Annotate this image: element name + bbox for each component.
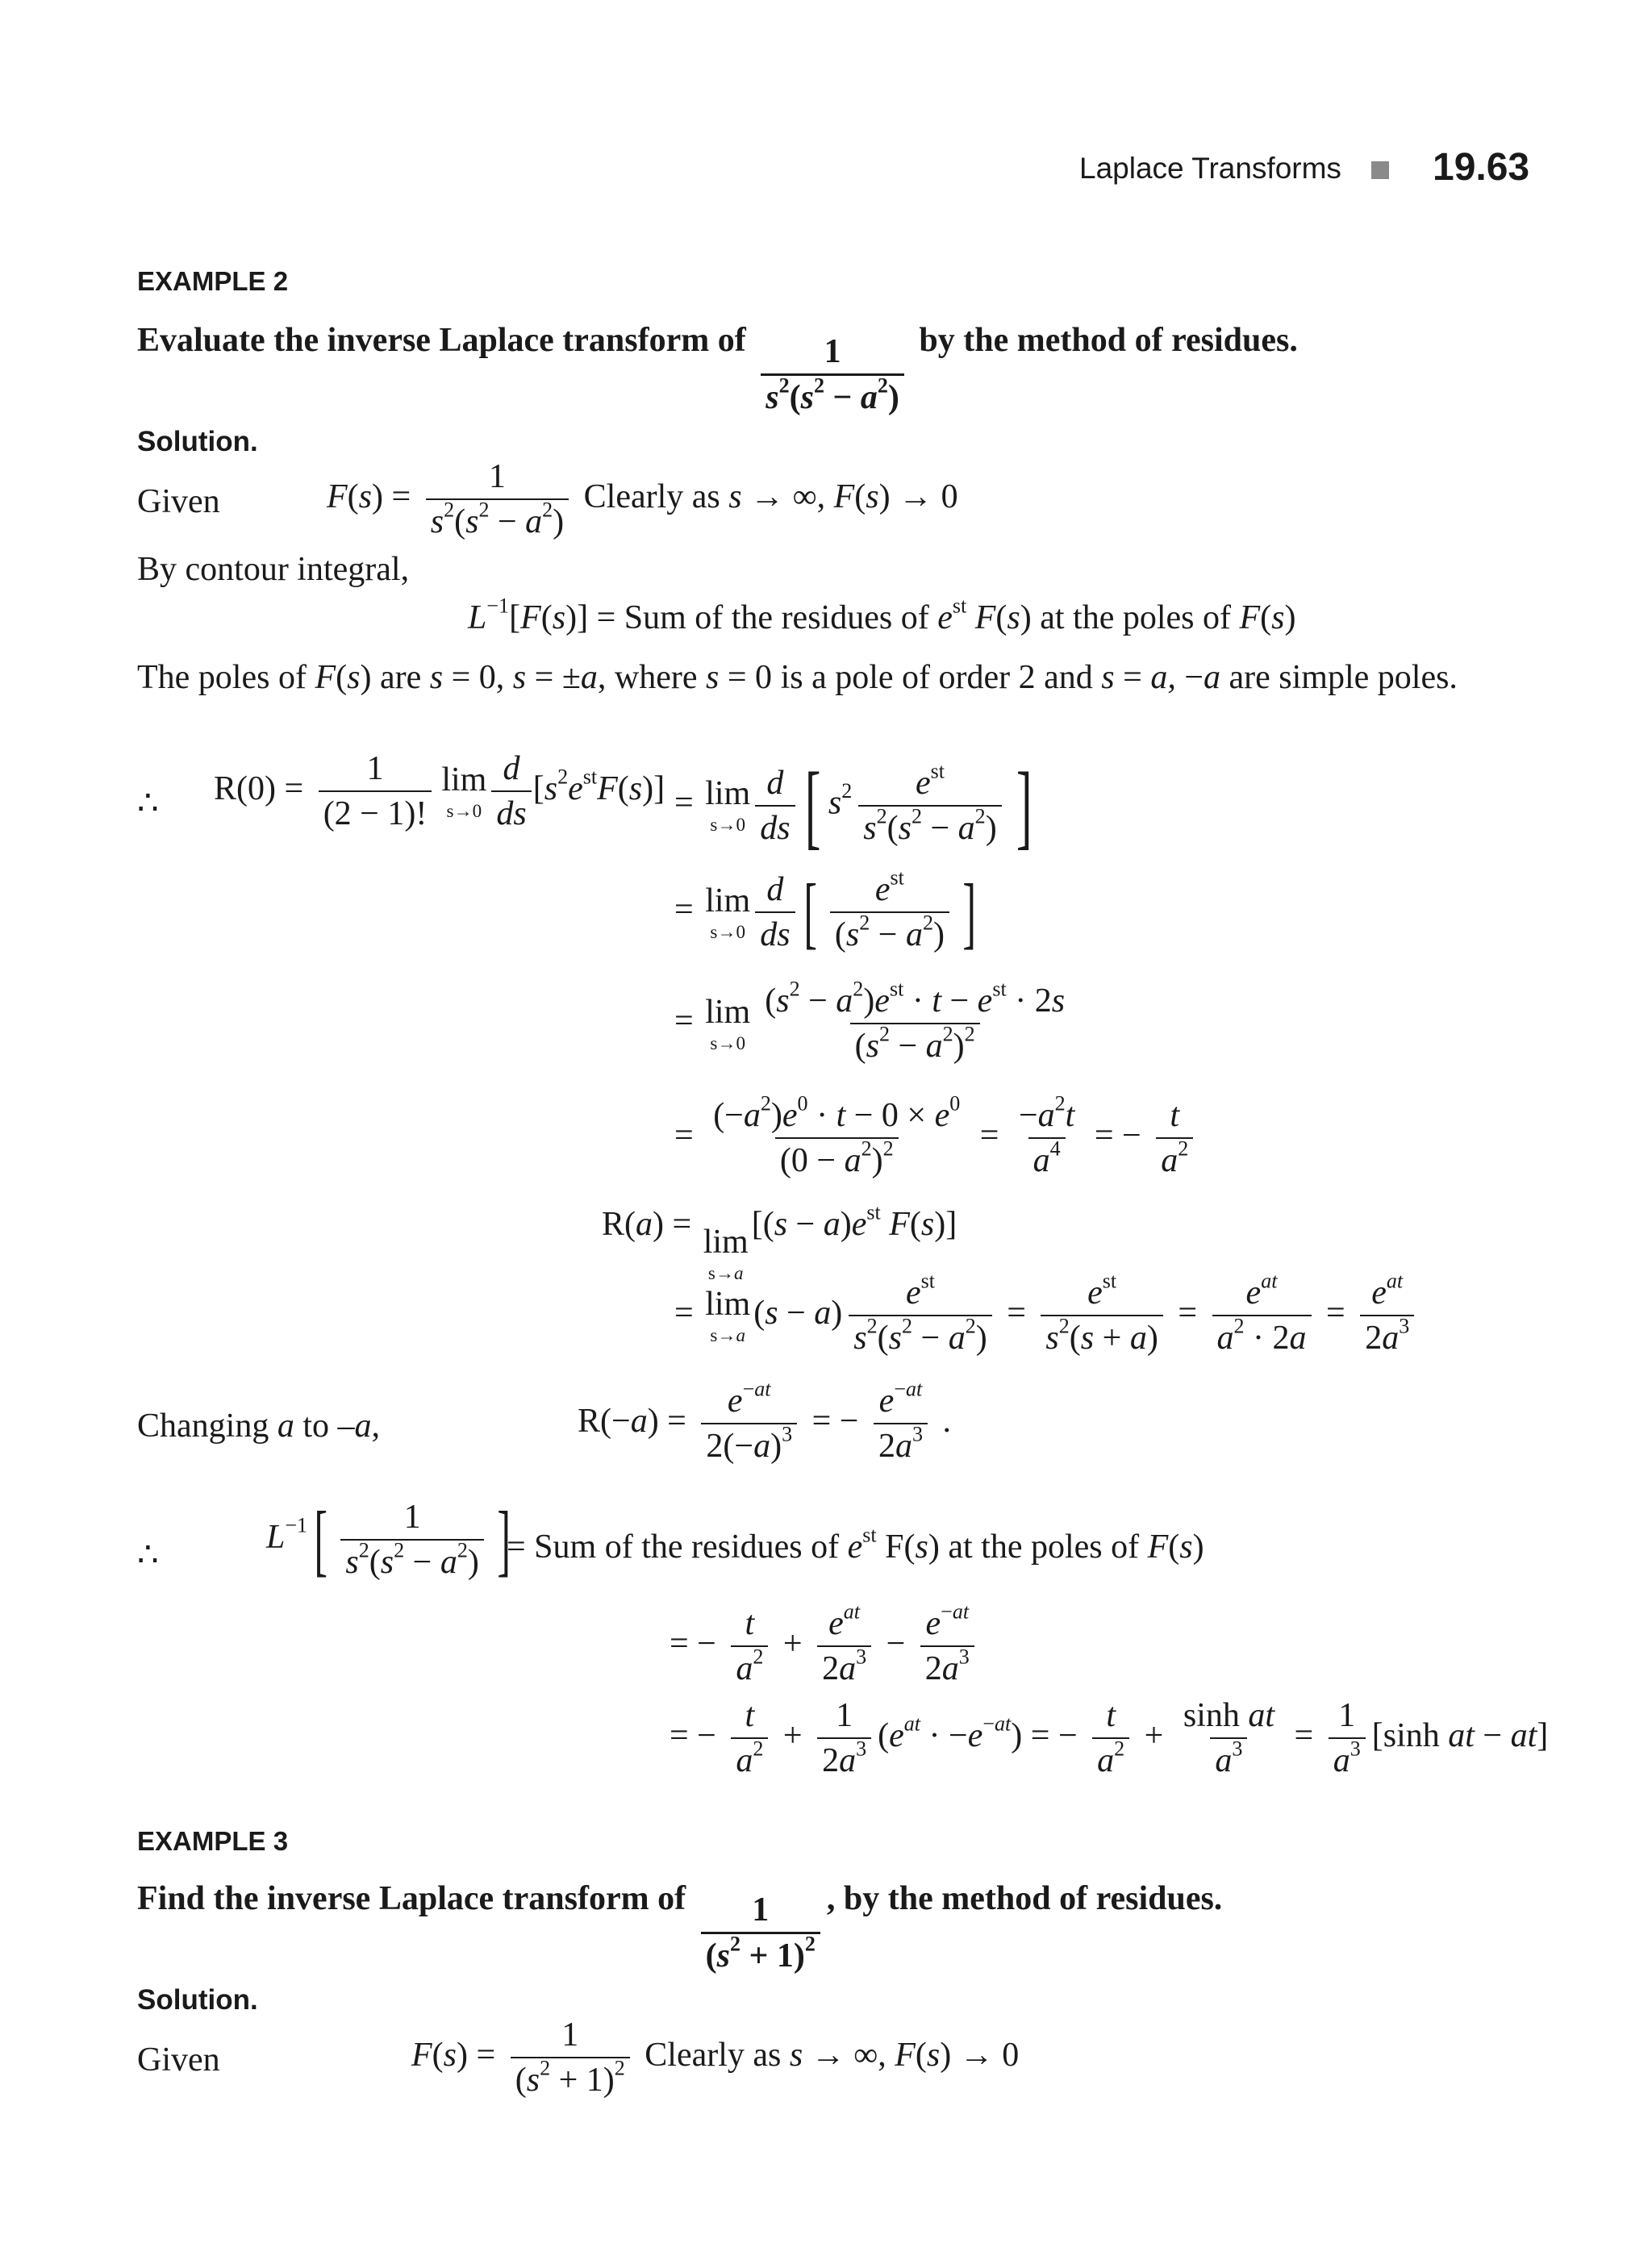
example-3-text-pre: Find the inverse Laplace transform of: [137, 1880, 686, 1917]
example-3-statement: [137, 1879, 1222, 1975]
residue-r0-step2: = lim s→0 $\frac{d}{ds}$ [ $\frac{e^{st}}{(s^2 - a^2)}$ ]: [674, 865, 976, 957]
residue-r0-step1: = lim s→0 $\frac{d}{ds}$ [ $s^2$ $\frac{e^{st}}{s^2(s^2 - a^2)}$ ]: [674, 753, 1032, 858]
header-square-icon: [1371, 161, 1389, 179]
residue-r0-step3: = lim s→0 $\frac{(s^2 - a^2)e^{st} \cdot t - e^{st} \cdot 2s}{(s^2 - a^2)^2}$: [674, 977, 1066, 1065]
changing-text: Changing a to –a,: [137, 1407, 380, 1445]
at-poles-text: at the poles of: [1040, 599, 1231, 636]
example-3-fraction: $\frac{1}{(s^2 + 1)^2}$: [701, 1891, 820, 1975]
inverse-sum-text: = Sum of the residues of $e^{st}$ F(s) at the poles of F(s): [507, 1523, 1204, 1566]
residue-r0-lhs: R(0) = $\frac{1}{(2 - 1)!}$ lim s→0 $\frac{d}{ds}$ $[s^2e^{st}F(s)]$: [214, 750, 665, 833]
example-3-label: EXAMPLE 3: [137, 1826, 289, 1856]
statement-fraction: $\frac{1}{s^2(s^2 - a^2)}$: [761, 333, 904, 416]
residue-ra-def: R(a) = lim s→a [$(s - a)e^{st}$ F(s)]: [602, 1200, 957, 1283]
given-equation: F(s) = $\frac{1}{s^2(s^2 - a^2)}$ Clearly as s → ∞, F(s) → 0: [327, 458, 958, 541]
solution-label: Solution.: [137, 426, 258, 457]
sum-residues-text: = Sum of the residues of: [596, 599, 929, 636]
example-3-solution-label: Solution.: [137, 1984, 258, 2016]
statement-text-pre: Evaluate the inverse Laplace transform of: [137, 322, 746, 359]
residue-ra-step: = lim s→a (s − a) $\frac{e^{st}}{s^2(s^2 - a^2)}$ = $\frac{e^{st}}{s^2(s + a)}$ = $\frac{e^{at}}{a^2 \cdot 2a}$ = $\frac{e^{at}}{2a^3}$: [674, 1274, 1420, 1357]
example-3-given-equation: F(s) = $\frac{1}{(s^2 + 1)^2}$ Clearly as s → ∞, F(s) → 0: [411, 2016, 1020, 2100]
clearly-text: Clearly as: [583, 477, 720, 515]
statement-text-post: by the method of residues.: [919, 322, 1298, 359]
running-title: Laplace Transforms: [1079, 152, 1341, 185]
example-3-given-label: Given: [137, 2041, 220, 2079]
poles-description: The poles of F(s) are s = 0, s = ±a, where s = 0 is a pole of order 2 and s = a, −a are simple poles.: [137, 659, 1458, 696]
inverse-lhs: $L^{-1}$[ $\frac{1}{s^2(s^2 - a^2)}$ ]: [266, 1495, 511, 1585]
inverse-step1: = − $\frac{t}{a^2}$ + $\frac{e^{at}}{2a^3}$ − $\frac{e^{-at}}{2a^3}$: [670, 1605, 981, 1687]
residue-statement: $L^{-1}[F(s)]$ = Sum of the residues of $e^{st}$ F(s) at the poles of F(s): [468, 594, 1296, 636]
inverse-step2: = − $\frac{t}{a^2}$ + $\frac{1}{2a^3}$ $(e^{at} \cdot -e^{-at})$ = − $\frac{t}{a^2}$ + $\frac{\text{sinh at}}{a^3}$ = $\frac{1}{a^3}$ [sinh at − at]: [670, 1697, 1549, 1780]
given-label: Given: [137, 483, 220, 520]
example-2-label: EXAMPLE 2: [137, 266, 289, 296]
page-number: 19.63: [1433, 146, 1530, 189]
example-3-clearly-text: Clearly as: [645, 2036, 782, 2074]
therefore-symbol-1: ∴: [137, 785, 159, 822]
residue-r0-step4: = $\frac{(-a^2)e^0 \cdot t - 0 \times e^0}{(0 - a^2)^2}$ = $\frac{-a^2t}{a^4}$ = − $\frac{t}{a^2}$: [674, 1097, 1199, 1179]
by-contour-text: By contour integral,: [137, 551, 410, 588]
example-3-text-post: , by the method of residues.: [826, 1880, 1223, 1917]
example-2-statement: [137, 321, 1298, 416]
therefore-symbol-2: ∴: [137, 1537, 159, 1574]
residue-r-minus-a: R(−a) = $\frac{e^{-at}}{2(-a)^3}$ = − $\frac{e^{-at}}{2a^3}$ .: [578, 1377, 951, 1466]
